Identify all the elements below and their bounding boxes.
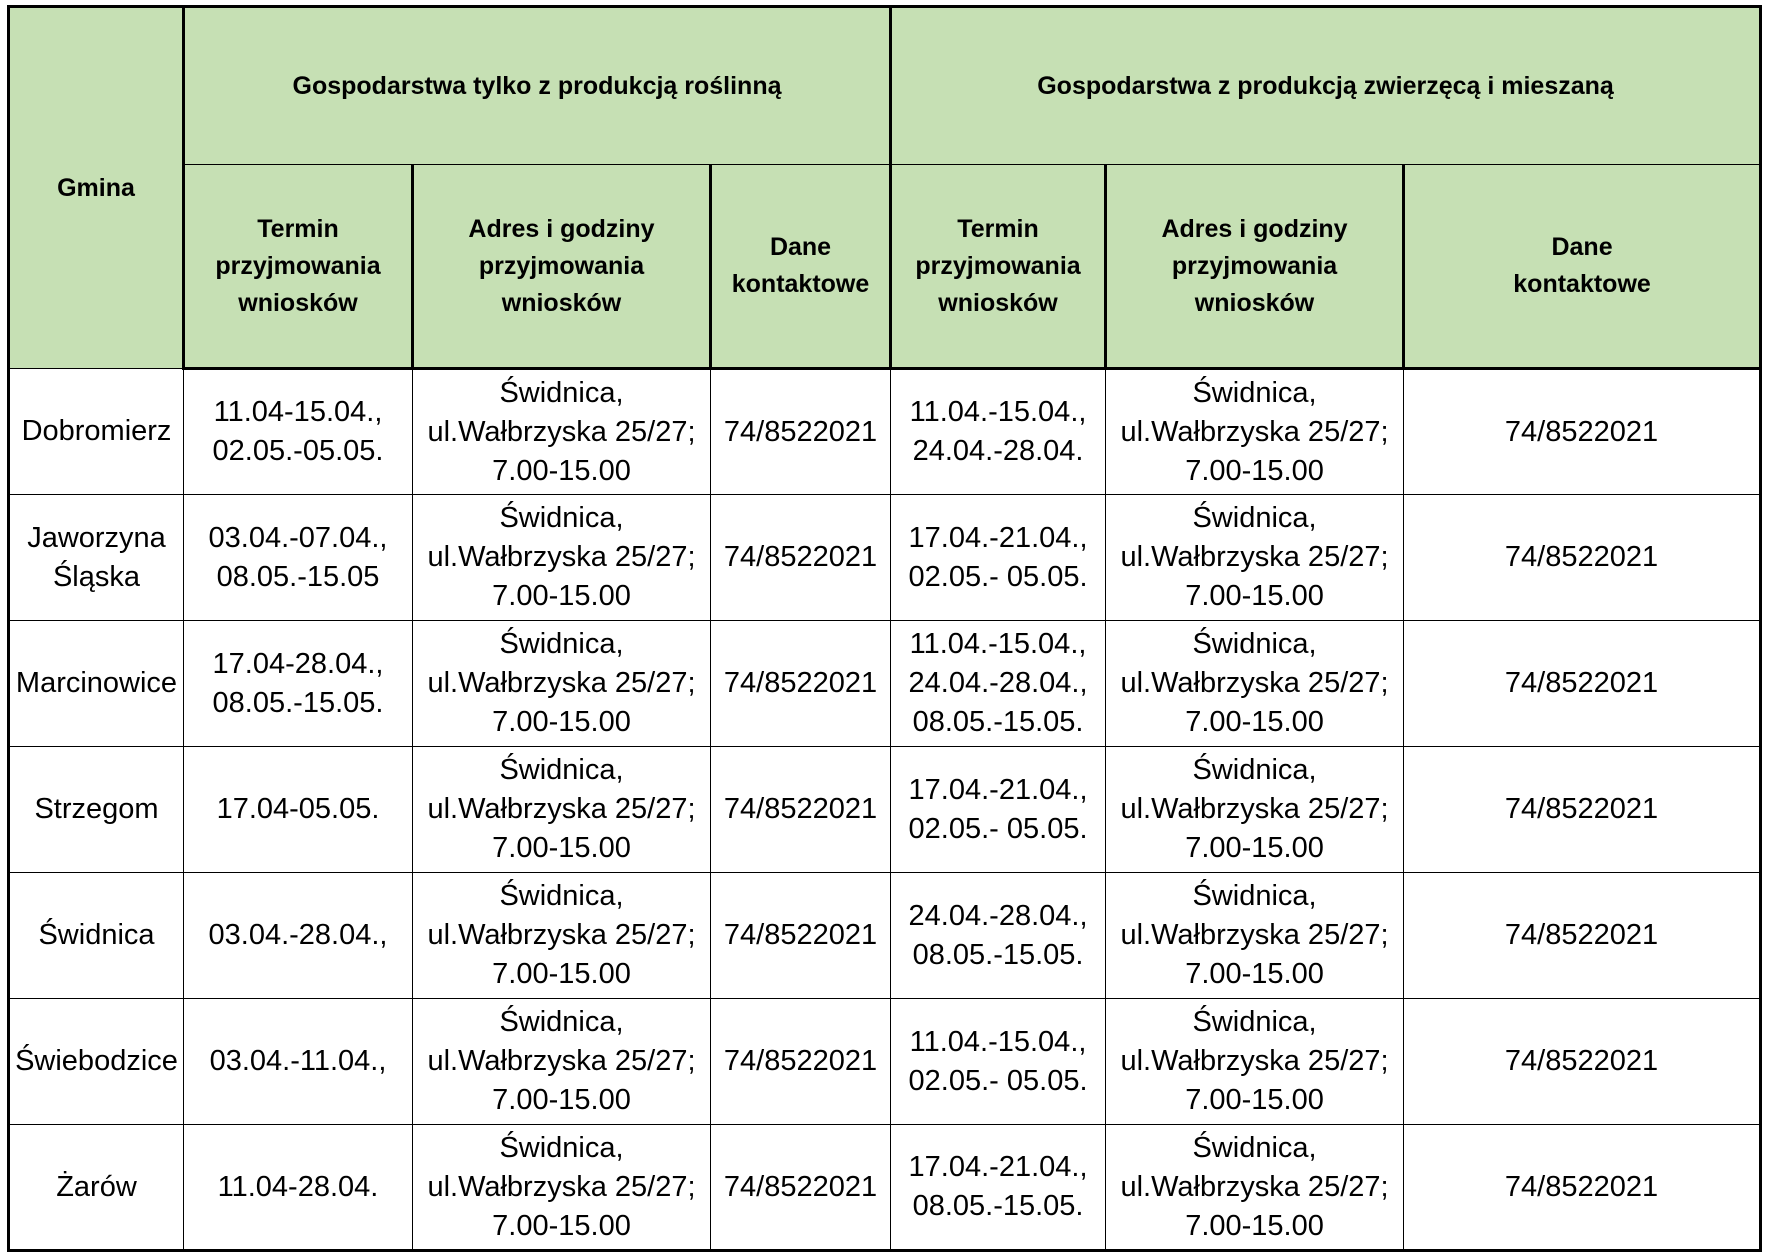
text-line: Adres i godziny bbox=[1161, 214, 1348, 243]
text-line: ul.Wałbrzyska 25/27; bbox=[427, 919, 696, 951]
text-line: ul.Wałbrzyska 25/27; bbox=[1120, 667, 1389, 699]
text-line: Dobromierz bbox=[21, 415, 172, 447]
text-line: 03.04.-07.04., bbox=[208, 521, 388, 554]
cell-gmina bbox=[9, 1125, 184, 1251]
text-line: ul.Wałbrzyska 25/27; bbox=[1120, 1045, 1389, 1077]
text-line: 03.04.-28.04., bbox=[208, 919, 388, 951]
cell-plant-termin bbox=[184, 369, 413, 495]
text-line: Świdnica, bbox=[499, 1006, 624, 1038]
cell-plant-adres bbox=[413, 621, 711, 747]
text-line: 17.04.-21.04., bbox=[908, 773, 1088, 806]
text-line: Świdnica, bbox=[1192, 1006, 1317, 1038]
header-animal-adres bbox=[1106, 165, 1404, 369]
text-line: Dane bbox=[769, 233, 832, 261]
text-line: Świdnica, bbox=[1192, 628, 1317, 660]
text-line: 7.00-15.00 bbox=[1185, 832, 1324, 864]
text-line: Termin bbox=[957, 214, 1039, 243]
header-plant-adres bbox=[413, 165, 711, 369]
text-line: ul.Wałbrzyska 25/27; bbox=[427, 667, 696, 699]
table-header bbox=[9, 7, 1761, 369]
text-line: Śląska bbox=[52, 560, 141, 593]
cell-plant-adres bbox=[413, 369, 711, 495]
header-plant-termin bbox=[184, 165, 413, 369]
cell-plant-adres bbox=[413, 1125, 711, 1251]
text-line: przyjmowania bbox=[478, 251, 645, 280]
cell-plant-dane: 74/8522021 bbox=[711, 621, 891, 747]
cell-plant-termin bbox=[184, 747, 413, 873]
cell-animal-dane: 74/8522021 bbox=[1404, 1125, 1761, 1251]
header-plant-dane bbox=[711, 165, 891, 369]
text-line: Adres i godziny bbox=[468, 214, 655, 243]
cell-gmina bbox=[9, 747, 184, 873]
text-line: 7.00-15.00 bbox=[1185, 454, 1324, 487]
text-line: ul.Wałbrzyska 25/27; bbox=[427, 793, 696, 825]
text-line: Świdnica, bbox=[499, 502, 624, 534]
cell-plant-dane: 74/8522021 bbox=[711, 873, 891, 999]
text-line: 11.04-15.04., bbox=[213, 396, 383, 428]
cell-plant-dane: 74/8522021 bbox=[711, 747, 891, 873]
text-line: Świdnica, bbox=[499, 880, 624, 912]
header-sub-row bbox=[9, 165, 1761, 369]
cell-animal-dane: 74/8522021 bbox=[1404, 999, 1761, 1125]
text-line: wniosków bbox=[501, 288, 622, 317]
cell-gmina bbox=[9, 873, 184, 999]
text-line: Jaworzyna bbox=[27, 521, 166, 554]
text-line: Strzegom bbox=[34, 793, 159, 825]
cell-animal-termin bbox=[891, 999, 1106, 1125]
text-line: 7.00-15.00 bbox=[492, 832, 631, 864]
schedule-table bbox=[7, 5, 1762, 1252]
text-line: 17.04-05.05. bbox=[216, 793, 380, 825]
text-line: przyjmowania bbox=[915, 251, 1081, 280]
cell-animal-dane: 74/8522021 bbox=[1404, 369, 1761, 495]
table-row bbox=[9, 1125, 1761, 1251]
text-line: 7.00-15.00 bbox=[492, 958, 631, 990]
text-line: 7.00-15.00 bbox=[492, 706, 631, 738]
text-line: 17.04-28.04., bbox=[212, 647, 384, 680]
text-line: Świdnica, bbox=[499, 754, 624, 786]
text-line: 7.00-15.00 bbox=[492, 1084, 631, 1116]
text-line: 17.04.-21.04., bbox=[908, 521, 1088, 554]
header-gmina: Gmina bbox=[9, 7, 184, 369]
text-line: Marcinowice bbox=[15, 667, 178, 699]
text-line: Świdnica, bbox=[1192, 754, 1317, 786]
text-line: Świdnica, bbox=[499, 376, 624, 409]
text-line: ul.Wałbrzyska 25/27; bbox=[427, 415, 696, 448]
cell-plant-termin bbox=[184, 873, 413, 999]
text-line: ul.Wałbrzyska 25/27; bbox=[1120, 793, 1389, 825]
text-line: 11.04.-15.04., bbox=[909, 628, 1087, 660]
cell-plant-dane: 74/8522021 bbox=[711, 369, 891, 495]
text-line: 08.05.-15.05. bbox=[912, 706, 1084, 738]
cell-animal-adres bbox=[1106, 747, 1404, 873]
table-row bbox=[9, 369, 1761, 495]
cell-plant-adres bbox=[413, 747, 711, 873]
text-line: 24.04.-28.04. bbox=[912, 435, 1084, 467]
text-line: Świdnica, bbox=[1192, 376, 1317, 409]
text-line: ul.Wałbrzyska 25/27; bbox=[1120, 541, 1389, 573]
cell-animal-dane: 74/8522021 bbox=[1404, 873, 1761, 999]
text-line: 02.05.- 05.05. bbox=[908, 1064, 1088, 1097]
text-line: 11.04.-15.04., bbox=[909, 1025, 1087, 1058]
cell-gmina bbox=[9, 999, 184, 1125]
cell-animal-termin bbox=[891, 873, 1106, 999]
table-row bbox=[9, 747, 1761, 873]
cell-animal-adres bbox=[1106, 495, 1404, 621]
header-group-plant: Gospodarstwa tylko z produkcją roślinną bbox=[184, 7, 891, 165]
text-line: 11.04-28.04. bbox=[217, 1170, 379, 1203]
cell-animal-termin bbox=[891, 495, 1106, 621]
table-row bbox=[9, 873, 1761, 999]
text-line: ul.Wałbrzyska 25/27; bbox=[427, 1045, 696, 1077]
cell-animal-dane: 74/8522021 bbox=[1404, 495, 1761, 621]
header-animal-termin bbox=[891, 165, 1106, 369]
cell-animal-adres bbox=[1106, 621, 1404, 747]
text-line: Świdnica bbox=[38, 919, 155, 951]
text-line: wniosków bbox=[1194, 288, 1315, 317]
text-line: ul.Wałbrzyska 25/27; bbox=[1120, 919, 1389, 951]
text-line: 17.04.-21.04., bbox=[908, 1151, 1088, 1183]
text-line: przyjmowania bbox=[1171, 251, 1338, 280]
cell-plant-dane: 74/8522021 bbox=[711, 1125, 891, 1251]
text-line: 02.05.-05.05. bbox=[212, 435, 384, 467]
cell-animal-dane: 74/8522021 bbox=[1404, 747, 1761, 873]
cell-animal-adres bbox=[1106, 999, 1404, 1125]
cell-animal-adres bbox=[1106, 369, 1404, 495]
text-line: Świdnica, bbox=[499, 628, 624, 660]
text-line: 08.05.-15.05. bbox=[912, 1190, 1084, 1222]
header-animal-dane bbox=[1404, 165, 1761, 369]
text-line: 11.04.-15.04., bbox=[909, 396, 1087, 428]
cell-animal-termin bbox=[891, 621, 1106, 747]
text-line: Świebodzice bbox=[15, 1045, 178, 1077]
text-line: 08.05.-15.05. bbox=[212, 686, 384, 719]
text-line: ul.Wałbrzyska 25/27; bbox=[1120, 1170, 1389, 1203]
cell-plant-adres bbox=[413, 873, 711, 999]
cell-plant-adres bbox=[413, 999, 711, 1125]
text-line: wniosków bbox=[238, 288, 358, 317]
text-line: kontaktowe bbox=[1513, 270, 1651, 298]
cell-plant-termin bbox=[184, 1125, 413, 1251]
text-line: 08.05.-15.05. bbox=[912, 938, 1084, 971]
text-line: wniosków bbox=[938, 288, 1058, 317]
cell-animal-termin bbox=[891, 369, 1106, 495]
text-line: 7.00-15.00 bbox=[1185, 958, 1324, 990]
text-line: Świdnica, bbox=[1192, 880, 1317, 912]
cell-plant-adres bbox=[413, 495, 711, 621]
text-line: 02.05.- 05.05. bbox=[908, 812, 1088, 845]
text-line: 7.00-15.00 bbox=[1185, 1209, 1324, 1242]
text-line: 02.05.- 05.05. bbox=[908, 560, 1088, 593]
cell-plant-termin bbox=[184, 495, 413, 621]
cell-animal-termin bbox=[891, 747, 1106, 873]
table-row bbox=[9, 621, 1761, 747]
text-line: Żarów bbox=[56, 1170, 137, 1203]
cell-animal-adres bbox=[1106, 1125, 1404, 1251]
cell-animal-adres bbox=[1106, 873, 1404, 999]
text-line: 7.00-15.00 bbox=[1185, 1084, 1324, 1116]
text-line: 24.04.-28.04., bbox=[908, 667, 1088, 699]
text-line: Termin bbox=[257, 214, 339, 243]
text-line: kontaktowe bbox=[731, 270, 870, 298]
cell-gmina bbox=[9, 369, 184, 495]
text-line: 08.05.-15.05 bbox=[216, 560, 380, 593]
table-row bbox=[9, 495, 1761, 621]
text-line: Świdnica, bbox=[499, 1131, 624, 1164]
text-line: ul.Wałbrzyska 25/27; bbox=[1120, 415, 1389, 448]
text-line: przyjmowania bbox=[215, 251, 381, 280]
text-line: 7.00-15.00 bbox=[1185, 580, 1324, 612]
text-line: 24.04.-28.04., bbox=[908, 899, 1088, 932]
cell-animal-dane: 74/8522021 bbox=[1404, 621, 1761, 747]
cell-gmina bbox=[9, 621, 184, 747]
text-line: Świdnica, bbox=[1192, 502, 1317, 534]
cell-plant-dane: 74/8522021 bbox=[711, 495, 891, 621]
cell-plant-termin bbox=[184, 621, 413, 747]
header-group-row bbox=[9, 7, 1761, 165]
text-line: Świdnica, bbox=[1192, 1131, 1317, 1164]
cell-animal-termin bbox=[891, 1125, 1106, 1251]
header-group-animal: Gospodarstwa z produkcją zwierzęcą i mieszaną bbox=[891, 7, 1761, 165]
text-line: 03.04.-11.04., bbox=[209, 1045, 387, 1077]
text-line: 7.00-15.00 bbox=[492, 580, 631, 612]
text-line: 7.00-15.00 bbox=[492, 1209, 631, 1242]
table-body bbox=[9, 369, 1761, 1251]
table-row bbox=[9, 999, 1761, 1125]
cell-plant-dane: 74/8522021 bbox=[711, 999, 891, 1125]
text-line: Dane bbox=[1551, 233, 1613, 261]
text-line: ul.Wałbrzyska 25/27; bbox=[427, 541, 696, 573]
cell-gmina bbox=[9, 495, 184, 621]
cell-plant-termin bbox=[184, 999, 413, 1125]
text-line: 7.00-15.00 bbox=[1185, 706, 1324, 738]
text-line: ul.Wałbrzyska 25/27; bbox=[427, 1170, 696, 1203]
text-line: 7.00-15.00 bbox=[492, 454, 631, 487]
